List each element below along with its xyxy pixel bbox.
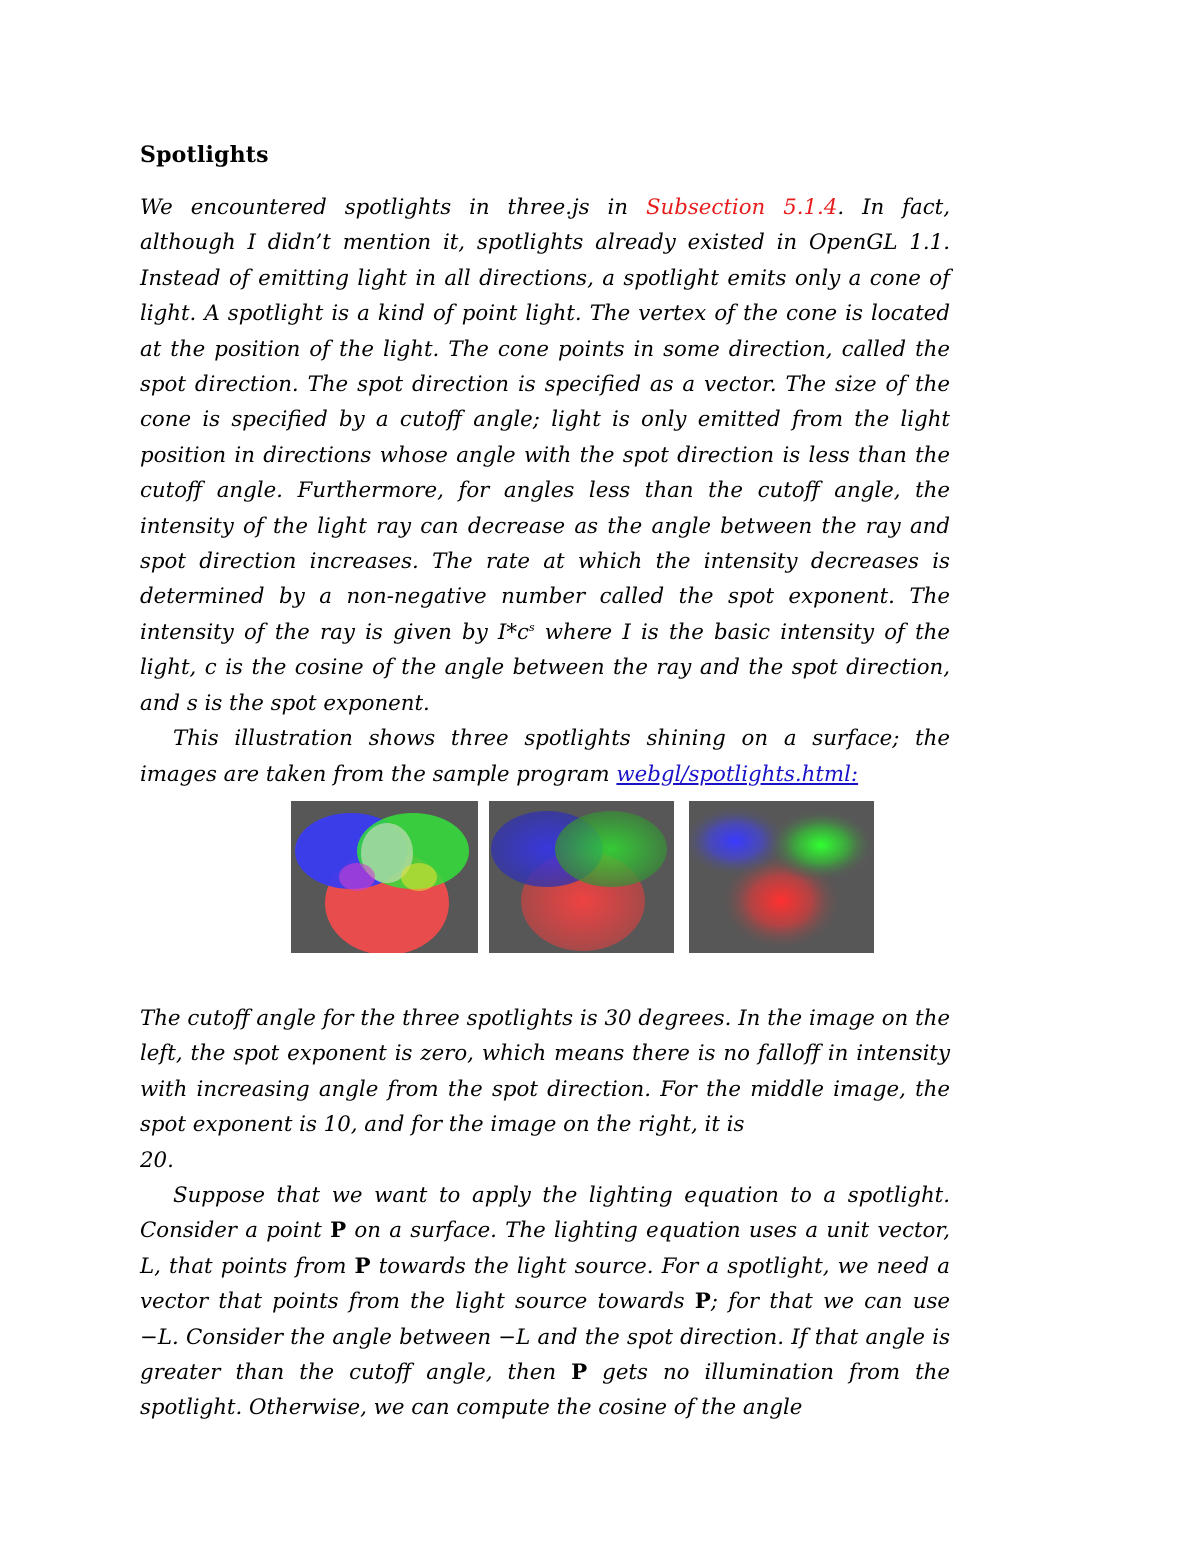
text-span: where I is the basic intensity of the light, c is the cosine of the angle between the ray and the spot direction, and s is the spot exponent.: [140, 619, 950, 716]
text-span: We encountered spotlights in three.js in: [140, 195, 646, 220]
paragraph-lighting-equation: [140, 1178, 950, 1426]
point-p: P: [330, 1218, 347, 1244]
paragraph-intro: [140, 190, 950, 721]
point-p: P: [571, 1359, 588, 1385]
text-span: gets no illumination from the spotlight. Otherwise, we can compute the cosine of the angle: [140, 1359, 950, 1421]
section-heading: Spotlights: [140, 142, 269, 168]
text-span: Suppose that we want to apply the lighting equation to a spotlight. Consider a point: [140, 1182, 950, 1244]
exponent-superscript: s: [528, 620, 535, 634]
sample-program-link[interactable]: webgl/spotlights.html:: [616, 761, 859, 787]
spotlight-image-right: [689, 801, 874, 953]
spotlight-image-middle: [489, 801, 674, 953]
text-span: The cutoff angle for the three spotlights is 30 degrees. In the image on the left, the spot exponent is zero, which means there is no falloff in intensity with increasing angle from the spot direction. For the middle image, the spot exponent is 10, and for the image on the right, it is: [140, 1005, 950, 1138]
point-p: P: [694, 1289, 711, 1315]
point-p: P: [354, 1253, 371, 1279]
text-span: on a surface. The lighting equation uses a unit vector, L, that points from: [140, 1218, 950, 1279]
paragraph-illustration: [140, 721, 950, 792]
paragraph-cutoff: [140, 1001, 950, 1178]
text-span: 20.: [140, 1147, 174, 1173]
spotlight-figures: [140, 801, 950, 955]
text-span: towards the light source. For a spotlight, we need a vector that points from the light source towards: [140, 1253, 950, 1315]
text-span: . In fact, although I didn’t mention it, spotlights already existed in OpenGL 1.1. Instead of emitting light in all directions, a spotlight emits only a cone of light. A spotlight is a kind of point light. The vertex of the cone is located at the position of the light. The cone points in some direction, called the spot direction. The spot direction is specified as a vector. The size of the cone is specified by a cutoff angle; light is only emitted from the light position in directions whose angle with the spot direction is less than the cutoff angle. Furthermore, for angles less than the cutoff angle, the intensity of the light ray can decrease as the angle between the ray and spot direction increases. The rate at which the intensity decreases is determined by a non-negative number called the spot exponent. The intensity of the ray is given by I*c: [140, 195, 951, 645]
spotlight-image-left: [291, 801, 478, 953]
subsection-link[interactable]: Subsection 5.1.4: [645, 195, 838, 220]
text-span: This illustration shows three spotlights shining on a surface; the images are taken from the sample program: [140, 726, 950, 787]
document-page: [140, 140, 950, 1426]
text-span: ; for that we can use −L. Consider the angle between −L and the spot direction. If that angle is greater than the cutoff angle, then: [140, 1289, 950, 1385]
